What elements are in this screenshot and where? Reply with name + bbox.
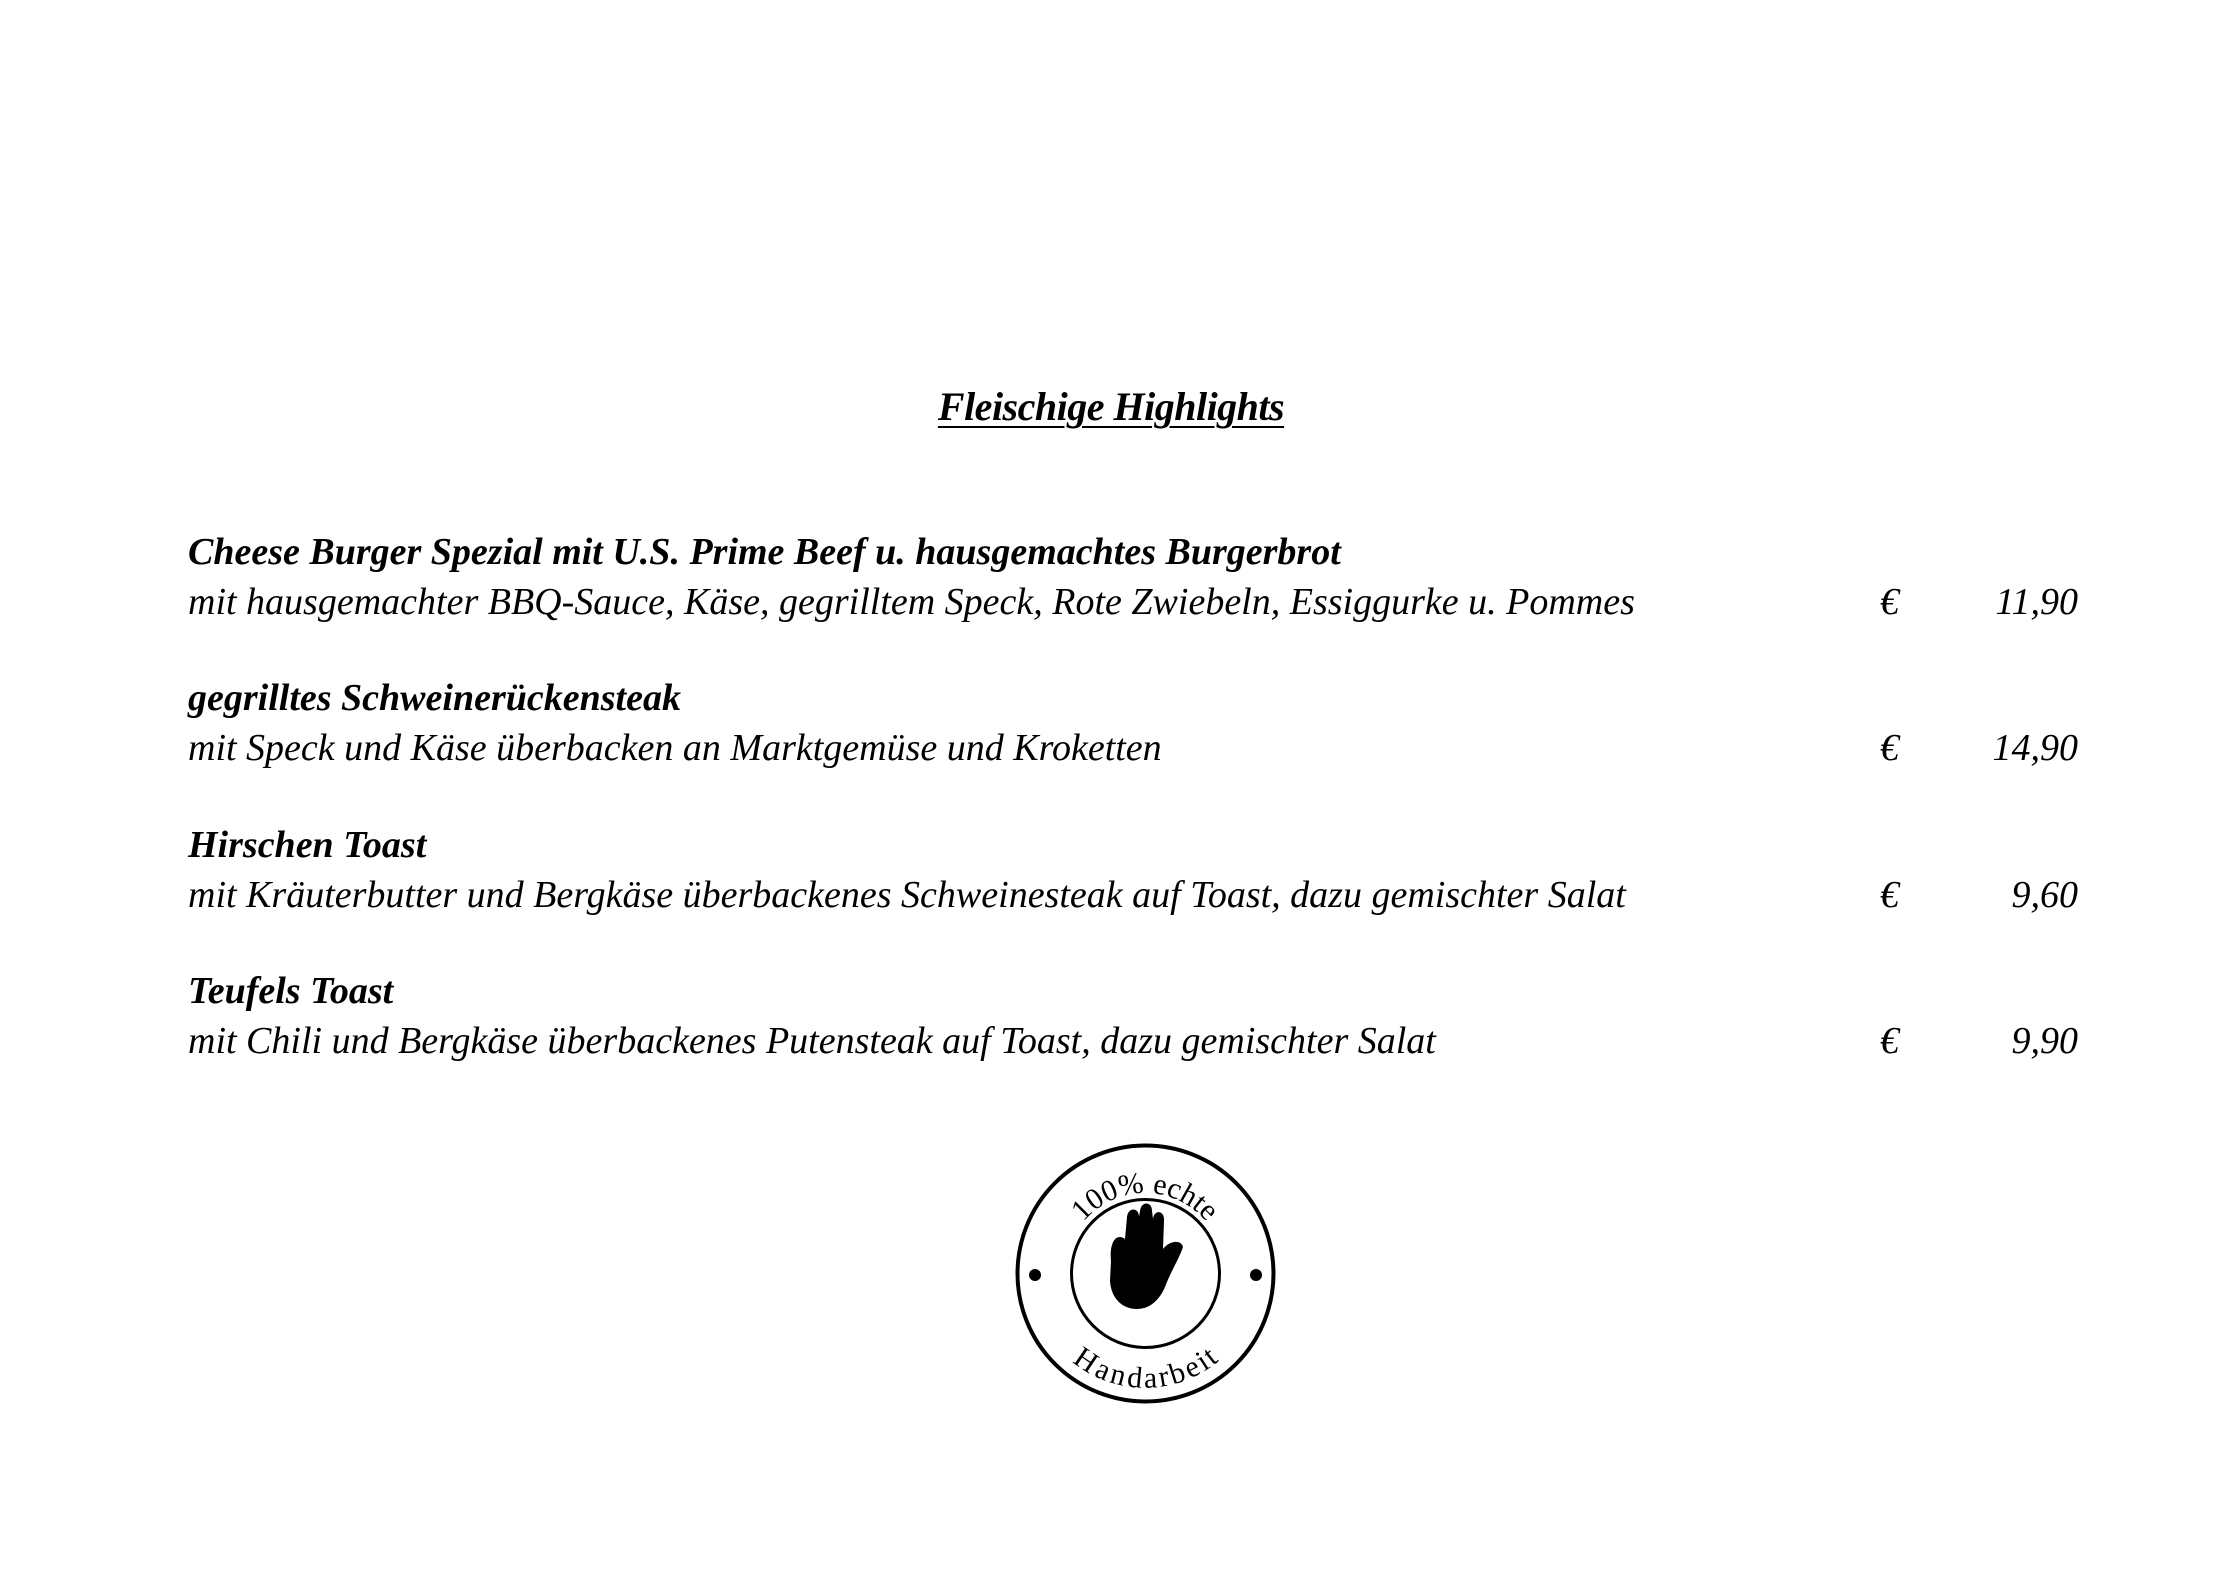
item-name: Cheese Burger Spezial mit U.S. Prime Beef u. hausgemachtes Burgerbrot xyxy=(188,531,1341,573)
menu-item-teufels-toast xyxy=(188,966,2078,1066)
item-price: 14,90 xyxy=(1992,727,2078,769)
item-price: 11,90 xyxy=(1995,581,2078,623)
currency-symbol: € xyxy=(1880,874,1899,916)
stamp-bottom-text: Handarbeit xyxy=(1067,1340,1224,1395)
item-description: mit Speck und Käse überbacken an Marktgemüse und Kroketten xyxy=(188,727,1162,769)
page-title: Fleischige Highlights xyxy=(937,384,1285,429)
item-price: 9,60 xyxy=(2011,874,2078,916)
menu-item-schweinerueckensteak xyxy=(188,673,2078,773)
item-description: mit hausgemachter BBQ-Sauce, Käse, gegrilltem Speck, Rote Zwiebeln, Essiggurke u. Pommes xyxy=(188,581,1635,623)
currency-symbol: € xyxy=(1880,1020,1899,1062)
item-name: gegrilltes Schweinerückensteak xyxy=(188,677,681,719)
item-description: mit Kräuterbutter und Bergkäse überbackenes Schweinesteak auf Toast, dazu gemischter Salat xyxy=(188,874,1626,916)
stamp-graphic xyxy=(1013,1141,1278,1406)
item-price: 9,90 xyxy=(2011,1020,2078,1062)
handarbeit-stamp xyxy=(1013,1141,1278,1406)
stamp-dot-left xyxy=(1029,1269,1041,1281)
item-description: mit Chili und Bergkäse überbackenes Putensteak auf Toast, dazu gemischter Salat xyxy=(188,1020,1436,1062)
menu-item-hirschen-toast xyxy=(188,820,2078,920)
item-row xyxy=(188,577,2078,627)
hand-icon xyxy=(1110,1204,1183,1310)
item-name: Teufels Toast xyxy=(188,970,394,1012)
currency-symbol: € xyxy=(1880,581,1899,623)
item-row xyxy=(188,1016,2078,1066)
currency-symbol: € xyxy=(1880,727,1899,769)
menu-item-cheese-burger xyxy=(188,527,2078,627)
item-row xyxy=(188,870,2078,920)
item-name: Hirschen Toast xyxy=(188,824,427,866)
stamp-top-text: 100% echte xyxy=(1064,1166,1226,1227)
item-row xyxy=(188,723,2078,773)
stamp-dot-right xyxy=(1250,1269,1262,1281)
